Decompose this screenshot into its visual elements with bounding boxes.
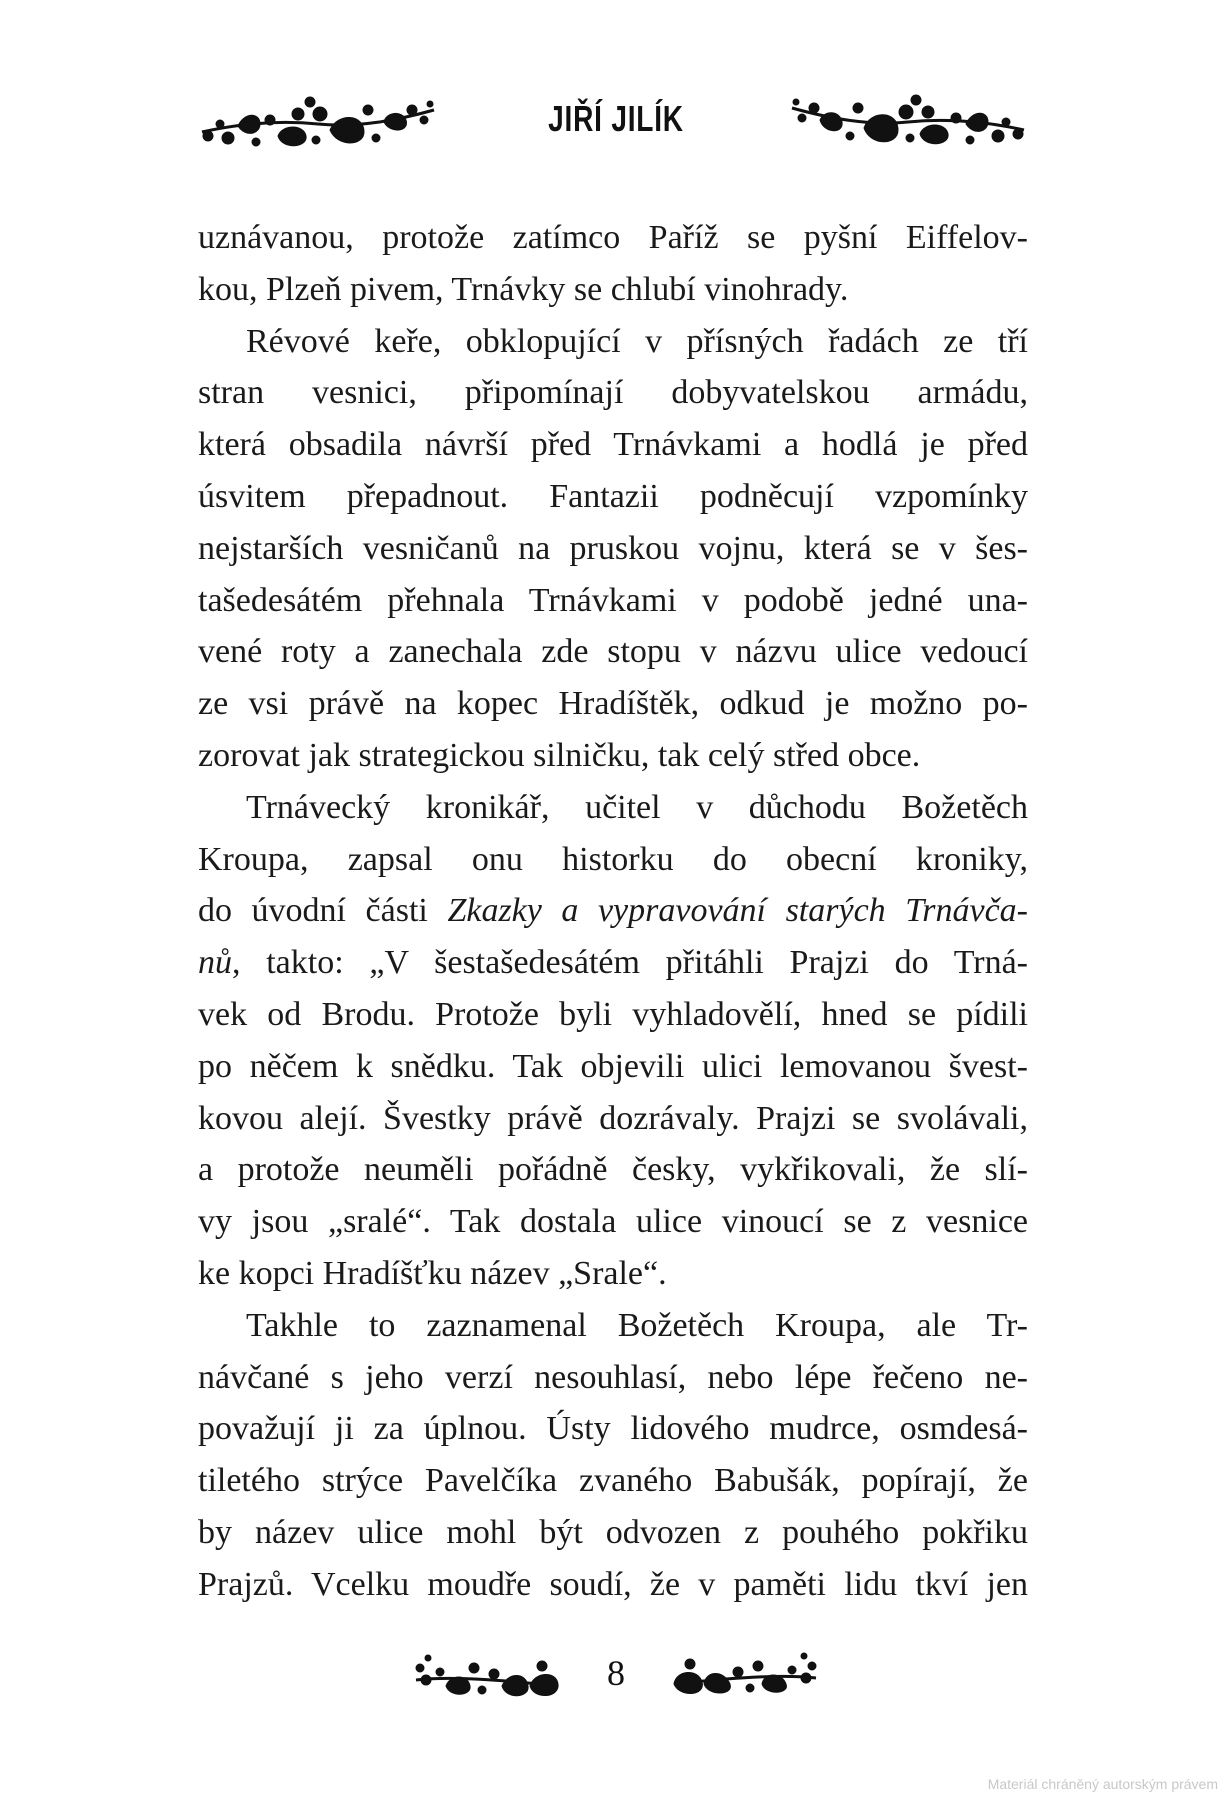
page-number: 8 xyxy=(607,1653,625,1693)
text-line: vy jsou „sralé“. Tak dostala ulice vinoucí se z vesnice xyxy=(198,1203,1028,1241)
floral-ornament-left-icon xyxy=(198,80,438,160)
running-head-author: JIŘÍ JILÍK xyxy=(548,98,684,139)
text-line: návčané s jeho verzí nesouhlasí, nebo lépe řečeno ne- xyxy=(198,1358,1028,1396)
text-line: tašedesátém přehnala Trnávkami v podobě jedné una- xyxy=(198,581,1028,619)
text-line: Révové keře, obklopující v přísných řadách ze tří xyxy=(246,322,1028,360)
text-line: která obsadila návrší před Trnávkami a hodlá je před xyxy=(198,426,1028,464)
text-fragment: do úvodní části xyxy=(198,892,448,930)
copyright-watermark: Materiál chráněný autorským právem xyxy=(987,1776,1218,1792)
text-line: nejstarších vesničanů na pruskou vojnu, která se v šes- xyxy=(198,529,1028,567)
paragraph-4 xyxy=(198,1300,1028,1611)
text-line: vené roty a zanechala zde stopu v názvu ulice vedoucí xyxy=(198,633,1028,671)
floral-ornament-footer-left-icon xyxy=(412,1646,562,1706)
page-footer xyxy=(0,1638,1232,1718)
text-line: Prajzů. Vcelku moudře soudí, že v paměti lidu tkví jen xyxy=(198,1565,1028,1603)
text-fragment: , takto: „V šestašedesátém přitáhli Prajzi do Trná- xyxy=(232,944,1028,982)
text-line: úsvitem přepadnout. Fantazii podněcují vzpomínky xyxy=(198,477,1028,515)
text-line: považují ji za úplnou. Ústy lidového mudrce, osmdesá- xyxy=(198,1410,1028,1448)
book-page-text xyxy=(198,212,1028,1611)
page-header xyxy=(0,70,1232,180)
text-line: kovou alejí. Švestky právě dozrávaly. Prajzi se svolávali, xyxy=(198,1099,1028,1137)
paragraph-2 xyxy=(198,316,1028,782)
floral-ornament-right-icon xyxy=(788,78,1028,158)
text-line: vek od Brodu. Protože byli vyhladovělí, hned se pídili xyxy=(198,995,1028,1033)
text-line: kou, Plzeň pivem, Trnávky se chlubí vinohrady. xyxy=(198,270,849,308)
text-line xyxy=(198,885,1028,937)
text-line: po něčem k snědku. Tak objevili ulici lemovanou švest- xyxy=(198,1047,1028,1085)
chronicle-title-italic: Zkazky a vypravování starých Trnávča- xyxy=(447,892,1028,930)
text-line xyxy=(198,937,1028,989)
text-line: Kroupa, zapsal onu historku do obecní kroniky, xyxy=(198,840,1028,878)
chronicle-title-italic-end: nů xyxy=(198,944,232,982)
floral-ornament-footer-right-icon xyxy=(670,1644,820,1704)
text-line: a protože neuměli pořádně česky, vykřikovali, že slí- xyxy=(198,1151,1028,1189)
text-line: tiletého strýce Pavelčíka zvaného Babušák, popírají, že xyxy=(198,1462,1028,1500)
paragraph-3 xyxy=(198,782,1028,1300)
text-line: by název ulice mohl být odvozen z pouhého pokřiku xyxy=(198,1513,1028,1551)
text-line: uznávanou, protože zatímco Paříž se pyšní Eiffelov- xyxy=(198,219,1028,256)
text-line: Trnávecký kronikář, učitel v důchodu Božetěch xyxy=(246,788,1028,826)
text-line: ke kopci Hradíšťku název „Srale“. xyxy=(198,1254,667,1292)
text-line: Takhle to zaznamenal Božetěch Kroupa, ale Tr- xyxy=(246,1306,1028,1344)
text-line: stran vesnici, připomínají dobyvatelskou armádu, xyxy=(198,374,1028,412)
text-line: zorovat jak strategickou silničku, tak celý střed obce. xyxy=(198,736,921,774)
text-line: ze vsi právě na kopec Hradíštěk, odkud je možno po- xyxy=(198,685,1028,723)
paragraph-1 xyxy=(198,212,1028,316)
